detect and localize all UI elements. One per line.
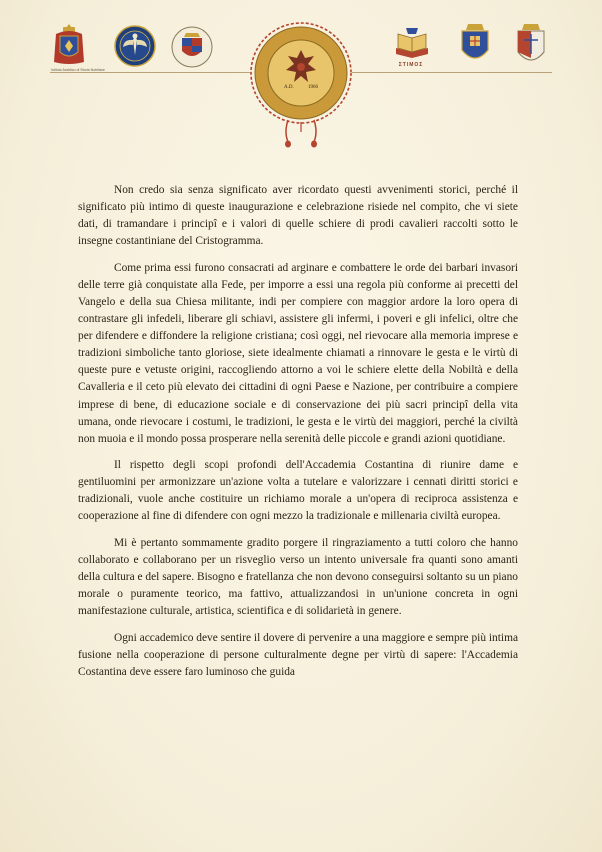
paragraph-5: Ogni accademico deve sentire il dovere di pervenire a una maggiore e sempre più intima fusione nella cooperazione di persone culturalmente degne per virtù di sapere: l'Accademia Costantina deve essere faro luminoso che guida <box>78 631 518 678</box>
paragraph-3: Il rispetto degli scopi profondi dell'Accademia Costantina di riunire dame e gentiluomini per armonizzare un'azione volta a tutelare e valorizzare i cennati diritti storici e tradizionali, vuole anche costituire un richiamo morale a un'opera di reciproca assistenza e cooperazione al fine di difendere con ogni mezzo la tradizionale e millenaria civiltà europea. <box>78 459 518 523</box>
angel-emblem-icon <box>114 25 156 67</box>
academy-seal-icon <box>248 20 354 148</box>
letter-body <box>78 182 518 690</box>
crest-mantle-icon <box>52 22 86 66</box>
letterhead-rule-right <box>352 72 552 73</box>
blue-shield-icon <box>458 22 492 68</box>
crest-caption-right: ΣΤΙΜΟΣ <box>398 62 424 68</box>
book-lamp-emblem-icon <box>392 24 432 62</box>
seal-left-mark: A.D. <box>284 85 294 90</box>
paragraph-2: Come prima essi furono consacrati ad arginare e combattere le orde dei barbari invasori delle terre già conquistate alla Fede, per imporre a essi una regola più conforme ai precetti del Vangelo e della sua Chiesa militante, indi per compiere con maggior ardore la loro opera di contrastare gli infedeli, liberare gli schiavi, assistere gli infermi, i poveri e gli infelici, oltre che per difendere e diffondere la religione cristiana; così oggi, nel rievocare alla memoria imprese e tradizioni simboliche tanto gloriose, siete idealmente chiamati a rinnovare le gesta e le virtù di queste pure e vetuste origini, raccogliendo attorno a voi le schiere elette della Nobiltà e della Cavalleria e il ceto più elevato dei cittadini di ogni Paese e Nazione, per contribuire a compiere imprese di bene, di educazione sociale e di conservazione dei più sacri principî della vita umana, onde rievocare i costumi, le tradizioni, le gesta e le virtù dei maggiori, perché la civiltà non muoia e il mondo possa prosperare nella serenità delle piccole e grandi azioni quotidiane. <box>78 261 518 445</box>
red-arms-icon <box>514 22 548 70</box>
crest-caption-left: Istituto Araldico di Storia Nobiliare <box>51 68 105 72</box>
paragraph-4: Mi è pertanto sommamente gradito porgere il ringraziamento a tutti coloro che hanno collaborato e collaborano per un risveglio verso un intento universale fra quanti sono amanti della cultura e del sapere. Bisogno e fratellanza che non devono conseguirsi soltanto su un piano morale o puramente teorico, ma fattivo, attualizzandosi in un'unione concreta in ogni manifestazione culturale, artistica, scientifica e di solidarietà in genere. <box>78 536 518 618</box>
letterhead-rule-left <box>50 72 250 73</box>
seal-right-mark: 1966 <box>308 85 318 90</box>
letterhead <box>0 0 602 150</box>
shield-roundel-icon <box>170 25 214 69</box>
paragraph-1: Non credo sia senza significato aver ricordato questi avvenimenti storici, perché il significato più intimo di queste inaugurazione e celebrazione risiede nel compito, che vi siete dati, di tramandare i principî e i valori di quelle schiere di prodi cavalieri raccolti sotto le insegne costantiniane del Cristogramma. <box>78 184 518 248</box>
